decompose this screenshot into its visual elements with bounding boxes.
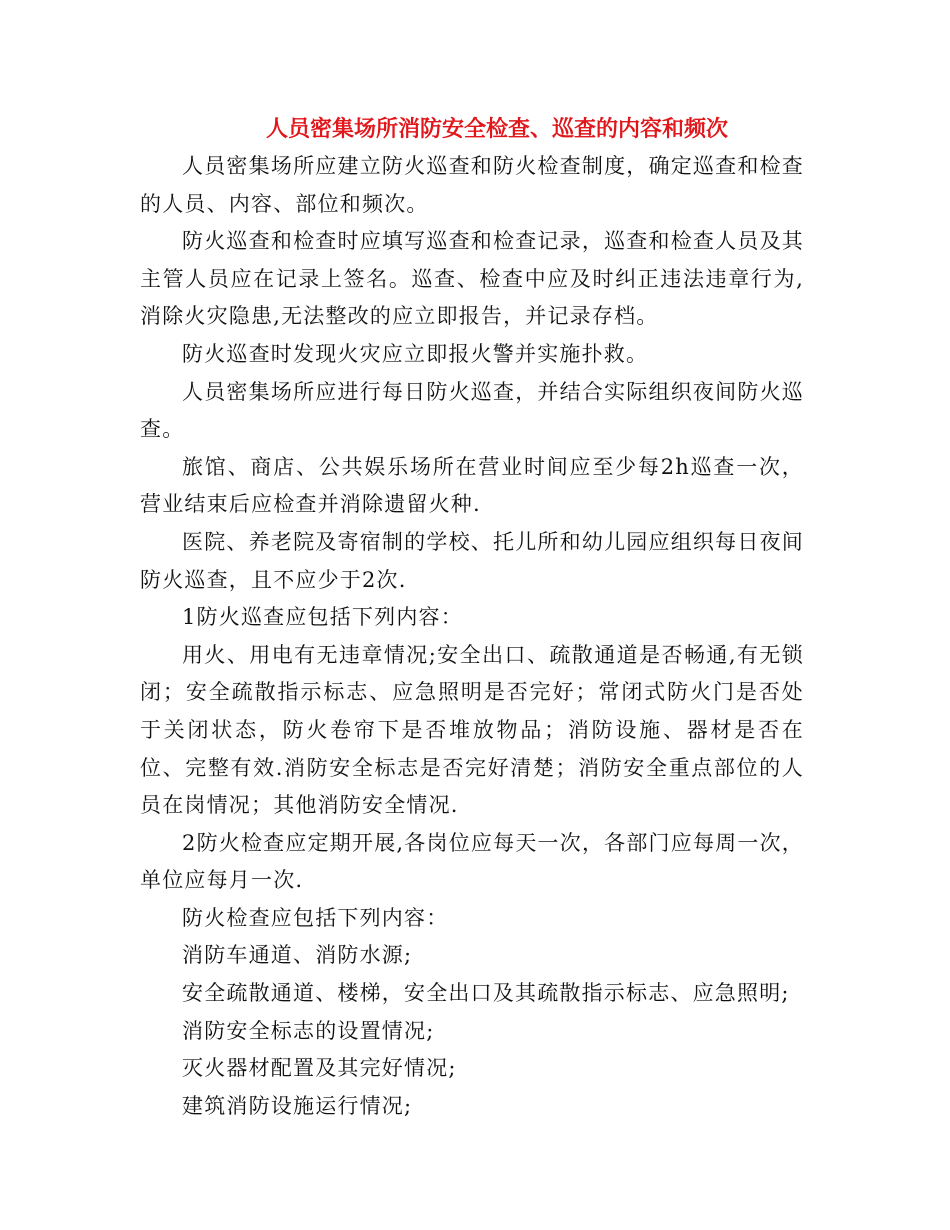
paragraph-inspection-frequency: 2防火检查应定期开展,各岗位应每天一次，各部门应每周一次，单位应每月一次. — [140, 830, 804, 893]
document-body — [140, 148, 804, 1125]
paragraph-daily-patrol: 人员密集场所应进行每日防火巡查，并结合实际组织夜间防火巡查。 — [140, 379, 804, 442]
paragraph-patrol-contents: 用火、用电有无违章情况;安全出口、疏散通道是否畅通,有无锁闭；安全疏散指示标志、应急照明是否完好；常闭式防火门是否处于关闭状态，防火卷帘下是否堆放物品；消防设施、器材是否在位、完整有效.消防安全标志是否完好清楚；消防安全重点部位的人员在岗情况；其他消防安全情况. — [140, 642, 804, 818]
list-item: 消防安全标志的设置情况; — [182, 1018, 435, 1043]
paragraph-records: 防火巡查和检查时应填写巡查和检查记录，巡查和检查人员及其主管人员应在记录上签名。巡查、检查中应及时纠正违法违章行为,消除火灾隐患,无法整改的应立即报告，并记录存档。 — [140, 229, 804, 329]
list-item: 建筑消防设施运行情况; — [182, 1093, 413, 1118]
paragraph-inspection-contents-heading: 防火检查应包括下列内容： — [182, 905, 449, 930]
paragraph-night-patrol: 医院、养老院及寄宿制的学校、托儿所和幼儿园应组织每日夜间防火巡查，且不应少于2次. — [140, 529, 804, 592]
list-item: 消防车通道、消防水源; — [182, 943, 413, 968]
paragraph-patrol-contents-heading: 1防火巡查应包括下列内容： — [182, 605, 463, 630]
list-item: 安全疏散通道、楼梯，安全出口及其疏散指示标志、应急照明; — [182, 981, 790, 1006]
paragraph-fire-alarm: 防火巡查时发现火灾应立即报火警并实施扑救。 — [182, 341, 649, 366]
list-item: 灭火器材配置及其完好情况; — [182, 1056, 457, 1081]
document-title: 人员密集场所消防安全检查、巡查的内容和频次 — [265, 116, 728, 142]
paragraph-patrol-system: 人员密集场所应建立防火巡查和防火检查制度，确定巡查和检查的人员、内容、部位和频次。 — [140, 154, 804, 216]
paragraph-business-hours: 旅馆、商店、公共娱乐场所在营业时间应至少每2h巡查一次，营业结束后应检查并消除遗留火种. — [140, 454, 804, 517]
